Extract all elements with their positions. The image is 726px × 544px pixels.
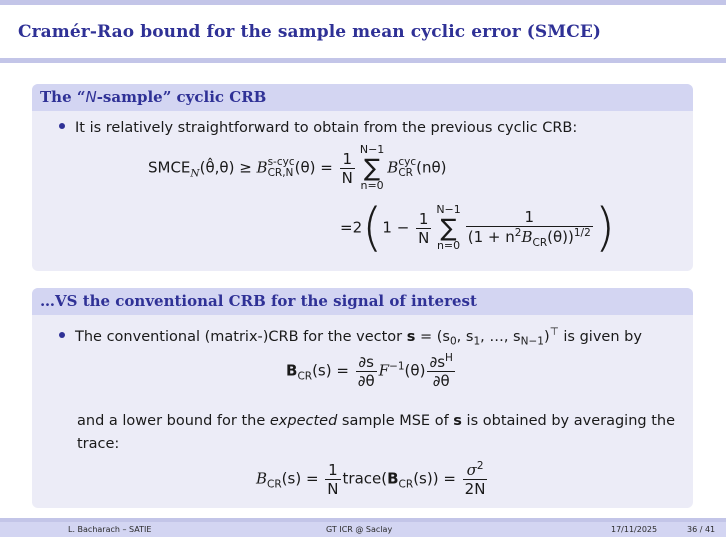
bullet-icon: [59, 332, 65, 338]
eq-symbol: σ: [466, 461, 477, 479]
eq-subscript: CR: [398, 167, 413, 179]
eq-symbol: SMCE: [148, 158, 191, 177]
block-conventional-crb: [32, 288, 693, 508]
eq-subscript: N: [190, 167, 200, 180]
summation: [360, 144, 384, 192]
equation-matrix-crb: [286, 352, 457, 390]
close-paren-icon: ): [594, 198, 616, 258]
vector-symbol: s: [406, 328, 416, 345]
fraction-denominator: ∂θ: [357, 371, 375, 390]
eq-args: (s)) =: [413, 469, 461, 488]
fraction-denominator: N: [418, 228, 430, 247]
summation: [436, 204, 460, 252]
eq-subscript: 0: [449, 335, 457, 348]
fraction: [325, 461, 340, 498]
eq-args: (nθ): [416, 158, 447, 177]
sum-icon: ∑: [363, 154, 381, 182]
eq-symbol: F: [378, 361, 390, 380]
eq-subscript: 1: [473, 335, 481, 348]
eq-term: trace(: [342, 469, 388, 488]
bullet-text: It is relatively straightforward to obtain from the previous cyclic CRB:: [75, 120, 578, 136]
eq-subscript: CR: [398, 478, 414, 491]
paragraph-text: is obtained by averaging the trace:: [77, 413, 675, 452]
bullet-text: is given by: [558, 328, 642, 345]
fraction-numerator: 1: [524, 207, 535, 226]
eq-superscript: H: [445, 352, 453, 364]
eq-term: ∂s: [429, 353, 446, 371]
eq-args: (θ̂,θ) ≥: [199, 158, 257, 177]
fraction-numerator: 1: [418, 209, 429, 228]
block-n-sample-crb: [32, 84, 693, 271]
bullet-icon: [59, 123, 65, 129]
footer-venue: GT ICR @ Saclay: [326, 525, 393, 534]
fraction: [356, 353, 377, 390]
vector-symbol: s: [453, 413, 462, 429]
footer-author: L. Bacharach – SATIE: [68, 525, 152, 534]
sum-upper: N−1: [359, 143, 385, 156]
eq-args: (s) =: [312, 361, 354, 380]
eq-superscript: −1: [389, 360, 405, 373]
eq-subscript: N−1: [520, 335, 544, 348]
fraction-denominator: N: [341, 168, 353, 187]
paragraph-text: sample MSE of: [337, 413, 454, 429]
eq-args: (s) =: [281, 469, 324, 488]
fraction-denominator: ∂θ: [427, 371, 454, 390]
eq-superscript: 1/2: [573, 226, 591, 239]
footer-page-number: 36 / 41: [687, 525, 716, 534]
block-title: …VS the conventional CRB for the signal of interest: [32, 288, 693, 315]
eq-superscript: 2: [514, 226, 522, 239]
fraction-denominator: N: [327, 479, 339, 498]
bullet-text: , …, s: [480, 328, 521, 345]
emphasis-text: expected: [269, 413, 338, 429]
eq-superscript: cyc: [398, 156, 417, 168]
eq-subscript: CR: [297, 370, 313, 383]
block-title: [32, 84, 693, 111]
sum-lower: n=0: [436, 239, 461, 252]
slide-title: Cramér-Rao bound for the sample mean cyclic error (SMCE): [18, 22, 602, 42]
fraction: [463, 460, 488, 498]
eq-lead: =2: [340, 218, 363, 237]
eq-superscript: ⊤: [549, 326, 559, 338]
fraction-numerator: [427, 352, 454, 371]
eq-term: (1 + n: [467, 227, 515, 246]
eq-subscript: CR: [532, 236, 548, 249]
sum-icon: ∑: [440, 214, 457, 242]
block-title-suffix: -sample” cyclic CRB: [96, 88, 267, 106]
eq-symbol: B: [387, 469, 399, 488]
fraction-denominator: [466, 226, 593, 249]
eq-subscript: CR: [267, 478, 282, 491]
fraction: [466, 208, 593, 249]
paragraph: [77, 410, 682, 456]
open-paren-icon: (: [362, 198, 383, 258]
eq-args: (θ): [404, 361, 426, 380]
equation-trace-bound: [256, 460, 489, 498]
block-title-prefix: The “: [40, 88, 86, 106]
fraction-numerator: [463, 460, 488, 479]
fraction: [416, 210, 431, 247]
footer-date: 17/11/2025: [611, 525, 658, 534]
equation-smce-bound: [148, 144, 446, 192]
fraction-denominator: 2N: [464, 480, 486, 498]
eq-symbol: B: [286, 361, 298, 380]
sum-upper: N−1: [436, 203, 461, 216]
eq-symbol: B: [256, 158, 268, 177]
footer-rule: [0, 518, 726, 522]
fraction-numerator: ∂s: [358, 352, 374, 371]
bullet-text: = (s: [415, 328, 450, 345]
bullet-text: ): [543, 328, 550, 345]
eq-symbol: B: [256, 469, 268, 488]
title-rule: [0, 58, 726, 63]
bullet-text: The conventional (matrix-)CRB for the vector: [75, 328, 407, 345]
block-title-var: N: [85, 88, 97, 106]
fraction: [340, 150, 355, 187]
eq-args: (θ) =: [294, 158, 338, 177]
bullet-item: [59, 326, 642, 348]
fraction-numerator: 1: [342, 149, 352, 168]
eq-term: 1 −: [382, 218, 415, 237]
fraction-numerator: 1: [328, 460, 338, 479]
eq-superscript: s-cyc: [267, 156, 295, 168]
bullet-item: [59, 120, 577, 136]
bullet-text: , s: [456, 328, 474, 345]
fraction: [427, 352, 454, 390]
paragraph-text: and a lower bound for the: [77, 413, 270, 429]
eq-symbol: B: [387, 158, 399, 177]
eq-term: (θ)): [547, 227, 574, 246]
top-rule: [0, 0, 726, 5]
eq-symbol: B: [521, 227, 533, 246]
equation-smce-closed-form: [340, 198, 616, 258]
sum-lower: n=0: [360, 179, 384, 192]
eq-superscript: 2: [476, 460, 484, 472]
eq-subscript: CR,N: [267, 167, 294, 179]
